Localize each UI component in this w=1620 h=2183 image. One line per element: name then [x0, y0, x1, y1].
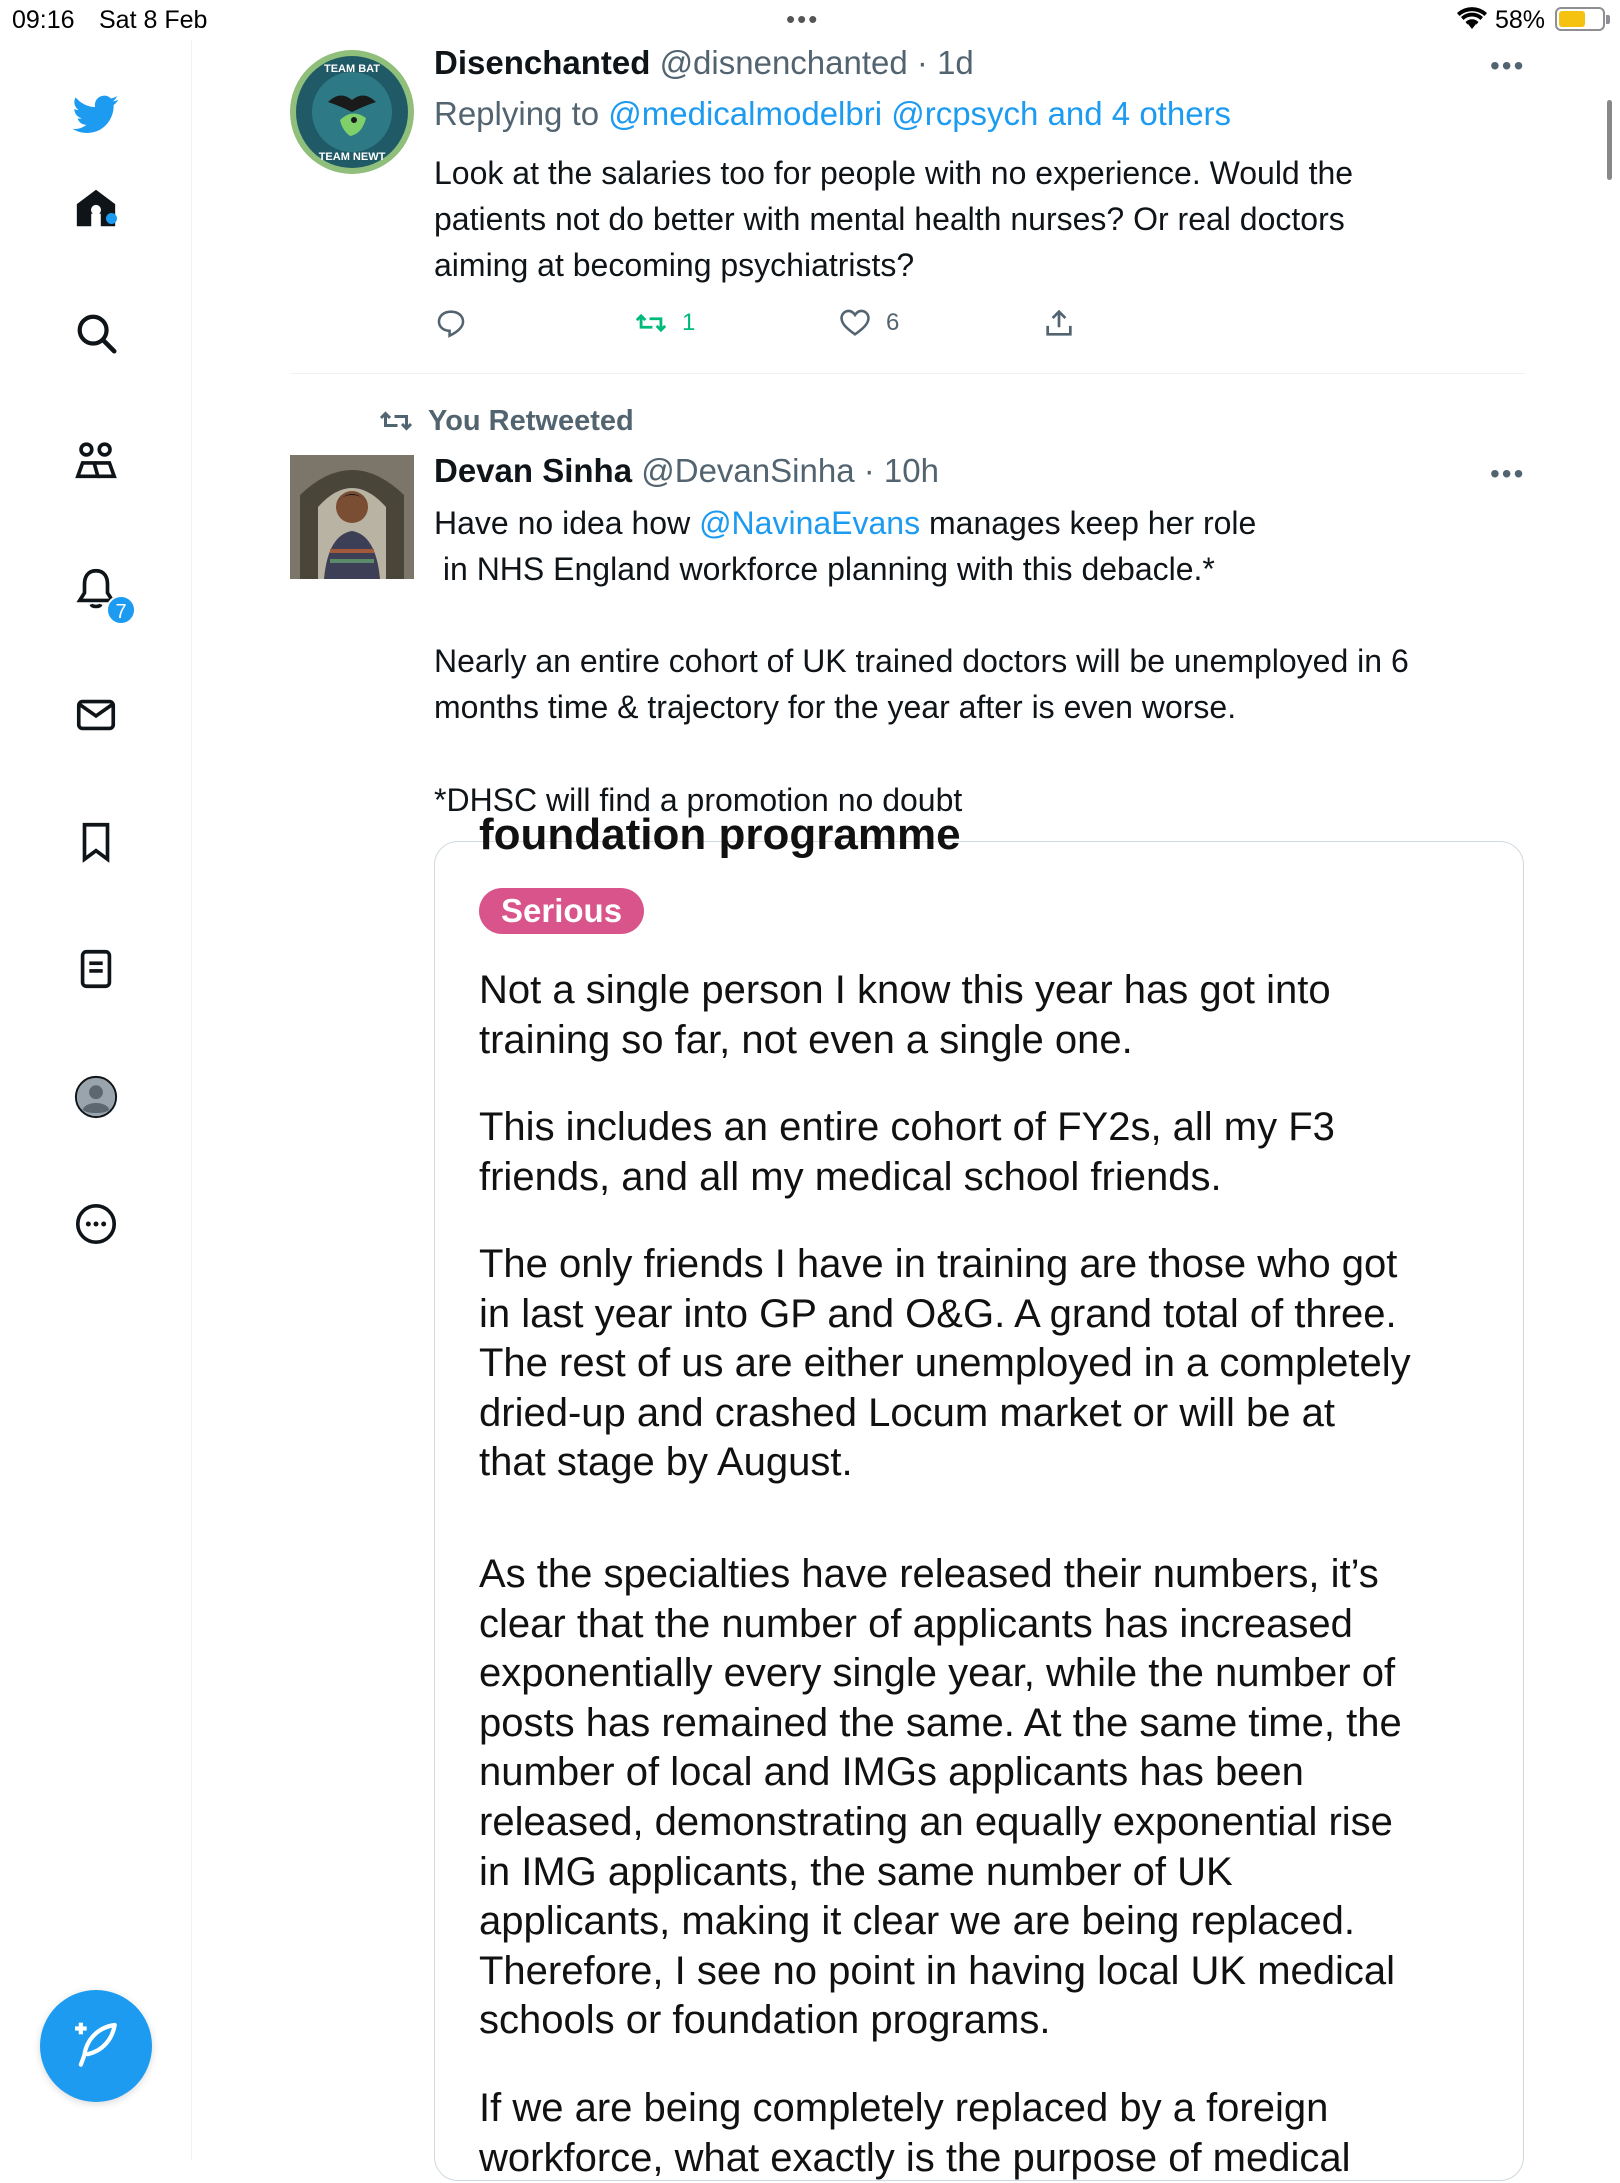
- search-icon[interactable]: [70, 307, 122, 359]
- display-name[interactable]: Disenchanted: [434, 44, 651, 81]
- scrollbar-thumb[interactable]: [1607, 100, 1612, 180]
- display-name[interactable]: Devan Sinha: [434, 452, 633, 489]
- compose-tweet-button[interactable]: [40, 1990, 152, 2102]
- tweet-header: [434, 452, 939, 490]
- reply-button[interactable]: [434, 306, 468, 340]
- replying-to: [434, 95, 1231, 133]
- avatar[interactable]: [290, 50, 414, 174]
- like-count: 6: [886, 309, 900, 336]
- more-options-icon[interactable]: •••: [1490, 50, 1526, 81]
- retweet-icon: [634, 306, 668, 340]
- embedded-image-card[interactable]: [434, 810, 1524, 2181]
- tweet-text-para2: Nearly an entire cohort of UK trained doctors will be unemployed in 6 months time & trajectory for the year after is even worse.: [434, 643, 1409, 725]
- messages-icon[interactable]: [70, 689, 122, 741]
- tweet-time[interactable]: · 10h: [863, 452, 939, 489]
- tweet-text-line2: in NHS England workforce planning with this debacle.*: [434, 551, 1215, 587]
- tweet-text-line1: [434, 500, 1534, 546]
- tweet-time[interactable]: · 1d: [916, 44, 974, 81]
- home-unread-dot: [106, 213, 117, 224]
- share-icon: [1042, 306, 1076, 340]
- mention-link[interactable]: @NavinaEvans: [699, 505, 921, 541]
- tweet-text-para3: *DHSC will find a promotion no doubt: [434, 782, 963, 818]
- retweet-button[interactable]: [634, 306, 695, 340]
- heart-icon: [838, 306, 872, 340]
- card-paragraph: If we are being completely replaced by a foreign workforce, what exactly is the purpose of medical: [479, 2086, 1351, 2180]
- wifi-icon: [1457, 8, 1487, 37]
- retweeted-label: [378, 403, 634, 439]
- retweet-icon: [378, 403, 414, 439]
- retweet-count: 1: [682, 309, 696, 336]
- share-button[interactable]: [1042, 306, 1076, 340]
- profile-icon[interactable]: [70, 1071, 122, 1123]
- more-icon[interactable]: [70, 1198, 122, 1250]
- replying-to-label: Replying to: [434, 95, 600, 132]
- more-options-icon[interactable]: •••: [1490, 458, 1526, 489]
- avatar-text-top: TEAM BAT: [323, 63, 381, 75]
- notification-count-badge: 7: [106, 595, 136, 625]
- home-icon[interactable]: [70, 182, 122, 234]
- user-handle[interactable]: @DevanSinha: [641, 452, 855, 489]
- card-paragraph: Not a single person I know this year has got into training so far, not even a single one.: [479, 968, 1331, 1062]
- tweet-text-suffix: manages keep her role: [920, 505, 1257, 541]
- card-paragraph: This includes an entire cohort of FY2s, all my F3 friends, and all my medical school friends.: [479, 1105, 1335, 1199]
- card-paragraph: As the specialties have released their numbers, it’s clear that the number of applicants has increased exponentially every single year, while the number of posts has remained the same. At the same time, the number of local and IMGs applicants has been released, demonstrating an equally exponential rise in IMG applicants, the same number of UK applicants, making it clear we are being replaced. Therefore, I see no point in having local UK medical schools or foundation programs.: [479, 1552, 1402, 2043]
- compose-feather-icon: [68, 2018, 124, 2074]
- twitter-bird-icon[interactable]: [70, 88, 122, 140]
- tweet-header: [434, 44, 974, 82]
- avatar-text-bottom: TEAM NEWT: [318, 151, 386, 163]
- retweeted-text: You Retweeted: [428, 404, 634, 437]
- replying-to-users[interactable]: @medicalmodelbri @rcpsych and 4 others: [608, 95, 1232, 132]
- like-button[interactable]: [838, 306, 899, 340]
- sidebar-nav: [0, 40, 192, 2160]
- status-time: 09:16: [12, 6, 75, 34]
- bookmarks-icon[interactable]: [70, 816, 122, 868]
- avatar[interactable]: [290, 455, 414, 579]
- card-title: foundation programme: [479, 810, 961, 859]
- tweet-text: Look at the salaries too for people with no experience. Would the patients not do better with mental health nurses? Or real doctors aiming at becoming psychiatrists?: [434, 155, 1354, 283]
- multitasking-dots-icon[interactable]: •••: [786, 4, 820, 34]
- status-bar: [0, 0, 1620, 40]
- user-handle[interactable]: @disnenchanted: [659, 44, 908, 81]
- tweet-divider: [290, 373, 1525, 374]
- status-date: Sat 8 Feb: [99, 6, 208, 34]
- tweet-text-prefix: Have no idea how: [434, 505, 700, 541]
- lists-icon[interactable]: [70, 943, 122, 995]
- battery-percentage: 58%: [1495, 6, 1546, 34]
- communities-icon[interactable]: [70, 435, 122, 487]
- card-paragraph: The only friends I have in training are those who got in last year into GP and O&G. A grand total of three. The rest of us are either unemployed in a completely dried-up and crashed Locum market or will be at that stage by August.: [479, 1242, 1411, 1485]
- battery-icon: [1555, 7, 1605, 31]
- flair-tag: Serious: [479, 888, 644, 934]
- reply-icon: [434, 306, 468, 340]
